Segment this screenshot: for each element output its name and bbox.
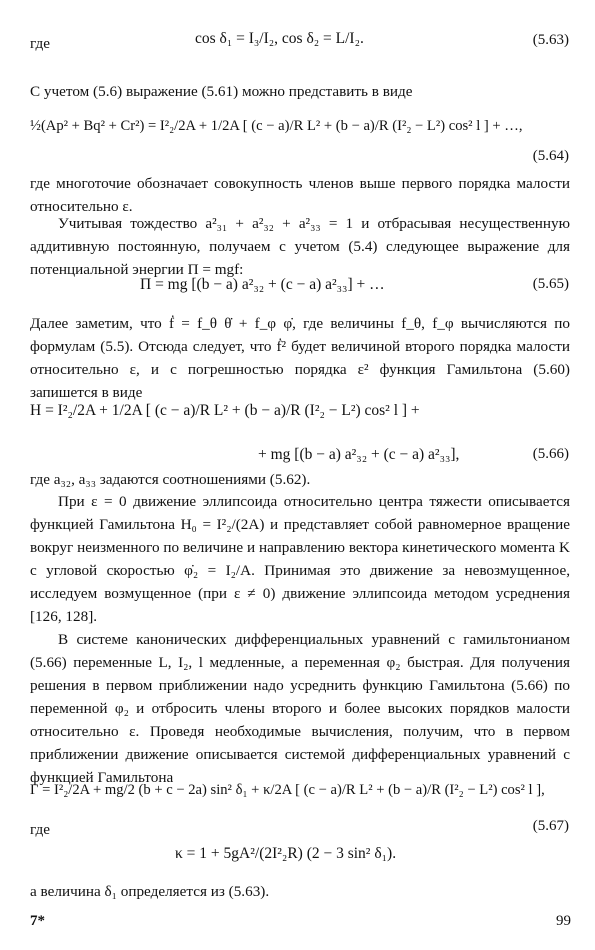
paragraph-6: При ε = 0 движение эллипсоида относительно центра тяжести описывается функцией Гамильтона H₀ = I²₂/(2A) и представляет собой равномерное вращение вокруг неизменного по величине и направлению вектора кинетического момента K с угловой скоростью φ̇₂ = I₂/A. Принимая это движение за невозмущенное, исследуем возмущенное (при ε ≠ 0) движение эллипсоида методом усреднения [126, 128]. — [30, 493, 570, 625]
text-where-2: где — [30, 821, 50, 838]
equation-5-67: Γ = I²₂/2A + mg/2 (b + c − 2a) sin² δ₁ + κ/2A [ (c − a)/R L² + (b − a)/R (I²₂ − L²) cos² l ], — [30, 782, 545, 798]
equation-number-5-67: (5.67) — [532, 818, 569, 834]
text-where-1: где — [30, 35, 50, 52]
equation-kappa: κ = 1 + 5gA²/(2I²₂R) (2 − 3 sin² δ₁). — [175, 845, 397, 862]
equation-5-65: Π = mg [(b − a) a²₃₂ + (c − a) a²₃₃] + … — [140, 276, 385, 293]
equation-5-64: ½(Ap² + Bq² + Cr²) = I²₂/2A + 1/2A [ (c − a)/R L² + (b − a)/R (I²₂ − L²) cos² l ] + …, — [30, 118, 523, 134]
equation-number-5-66: (5.66) — [532, 446, 569, 462]
paragraph-4: Далее заметим, что ḟ = f_θ θ̇ + f_φ φ̇, где величины f_θ, f_φ вычисляются по формулам (5.5). Отсюда следует, что ḟ² будет величиной второго порядка малости относительно ε, и с погрешностью порядка ε² функция Гамильтона (5.60) запишется в виде — [30, 315, 570, 401]
paragraph-2: где многоточие обозначает совокупность членов выше первого порядка малости относительно ε. — [30, 175, 570, 215]
signature-mark: 7* — [30, 913, 45, 929]
equation-5-66-line-1: H = I²₂/2A + 1/2A [ (c − a)/R L² + (b − a)/R (I²₂ − L²) cos² l ] + — [30, 402, 420, 419]
equation-number-5-63: (5.63) — [532, 32, 569, 48]
paragraph-1: С учетом (5.6) выражение (5.61) можно представить в виде — [30, 83, 413, 100]
equation-5-63: cos δ₁ = I₃/I₂, cos δ₂ = L/I₂. — [195, 30, 364, 47]
equation-number-5-64: (5.64) — [532, 148, 569, 164]
paragraph-5: где a₃₂, a₃₃ задаются соотношениями (5.62). — [30, 471, 311, 488]
equation-5-66-line-2: + mg [(b − a) a²₃₂ + (c − a) a²₃₃], — [258, 446, 460, 463]
paragraph-7: В системе канонических дифференциальных уравнений с гамильтонианом (5.66) переменные L, I₂, l медленные, а переменная φ₂ быстрая. Для получения решения в первом приближении надо усреднить функцию Гамильтона (5.66) по переменной φ₂ и отбросить члены второго и более высоких порядков малости относительно ε. Проведя необходимые вычисления, получим, что в первом приближении движение описывается системой дифференциальных уравнений с функцией Гамильтона — [30, 631, 570, 786]
equation-number-5-65: (5.65) — [532, 276, 569, 292]
paragraph-3: Учитывая тождество a²₃₁ + a²₃₂ + a²₃₃ = 1 и отбрасывая несущественную аддитивную постоянную, получаем с учетом (5.4) следующее выражение для потенциальной энергии Π = mgf: — [30, 215, 570, 278]
paragraph-9: а величина δ₁ определяется из (5.63). — [30, 883, 270, 900]
page-number: 99 — [556, 913, 571, 929]
